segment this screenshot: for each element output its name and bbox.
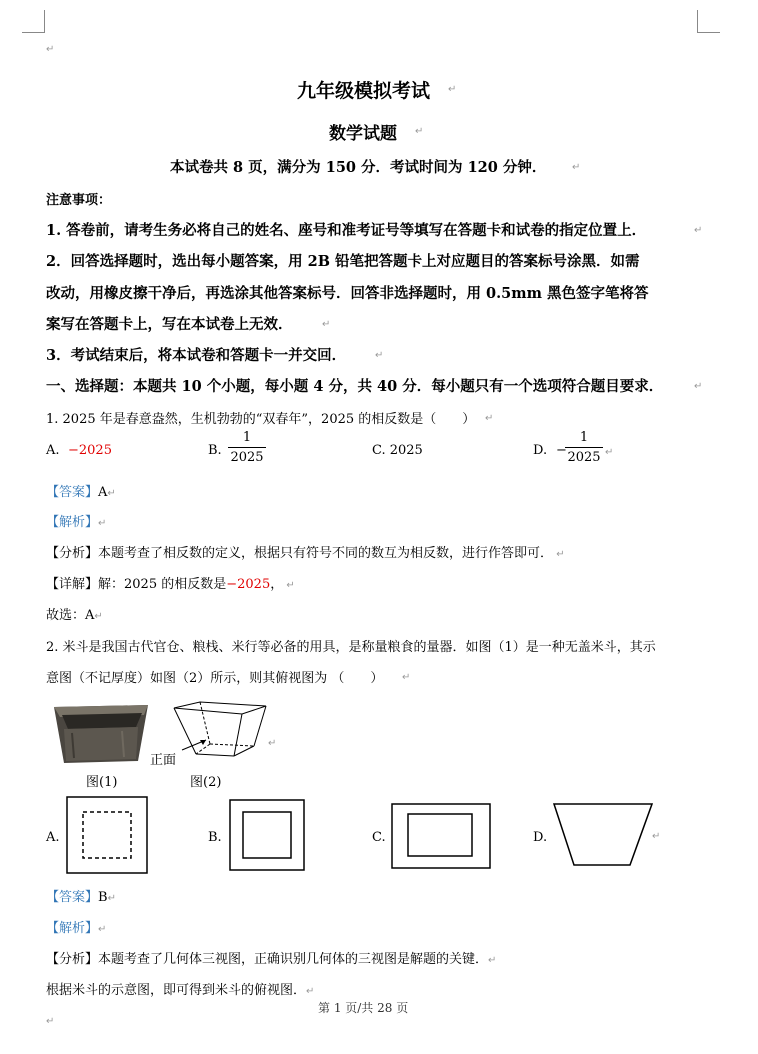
paragraph-mark: ↵: [98, 518, 107, 529]
fenxi-text: 本题考查了相反数的定义，根据只有符号不同的数互为相反数，进行作答即可．: [98, 546, 554, 561]
figure-2-caption: 图(2): [190, 775, 222, 790]
exam-title: 九年级模拟考试: [297, 80, 431, 102]
q1-option-d-label: D.: [533, 443, 548, 458]
q2-option-d-label: D.: [533, 830, 548, 845]
paragraph-mark: ↵: [694, 381, 703, 392]
paragraph-mark: ↵: [46, 1016, 55, 1027]
fenxi-tag: 【分析】: [46, 546, 99, 561]
fraction-bar: [228, 447, 266, 448]
paragraph-mark: ↵: [375, 350, 384, 361]
notice-heading: 注意事项：: [46, 193, 112, 208]
paragraph-mark: ↵: [46, 44, 55, 55]
q1-option-b-fraction: [228, 430, 266, 465]
guxuan-text: 故选：A: [46, 608, 95, 623]
paragraph-mark: ↵: [283, 580, 295, 591]
q1-fenxi: [46, 542, 565, 561]
xiangjie-post: ，: [270, 577, 284, 592]
fenxi-text: 本题考查了几何体三视图，正确识别几何体的三视图是解题的关键．: [98, 952, 489, 967]
q1-option-d-sign: −: [556, 443, 567, 458]
q1-option-d-numerator: 1: [579, 430, 589, 445]
q2-answer: [46, 886, 116, 905]
answer-value: A: [98, 485, 108, 500]
paragraph-mark: ↵: [488, 955, 497, 966]
jiexi-tag: 【解析】: [46, 921, 99, 936]
q2-stem-line-2: 意图（不记厚度）如图（2）所示，则其俯视图为 （ ）: [46, 671, 384, 686]
paragraph-mark: ↵: [98, 924, 107, 935]
q1-option-c: C. 2025: [372, 443, 423, 458]
q2-option-c-figure: [391, 803, 491, 869]
page-footer: 第 1 页/共 28 页: [318, 1001, 409, 1015]
last-line-text: 根据米斗的示意图，即可得到米斗的俯视图．: [46, 983, 307, 998]
section-heading: 一、选择题：本题共 10 个小题，每小题 4 分，共 40 分．每小题只有一个选项符合题目要求．: [46, 378, 664, 395]
figure-2-diagram: [170, 700, 270, 762]
subject-title: 数学试题: [329, 124, 397, 144]
q2-last-line: [46, 979, 314, 998]
paragraph-mark: ↵: [322, 319, 331, 330]
answer-tag: 【答案】: [46, 890, 99, 905]
q2-option-d-figure: [553, 803, 653, 867]
notice-item-2-line-2: 改动，用橡皮擦干净后，再选涂其他答案标号．回答非选择题时，用 0.5mm 黑色签字笔将答: [46, 285, 649, 302]
figure-1-caption: 图(1): [86, 775, 118, 790]
paragraph-mark: ↵: [485, 413, 494, 424]
paragraph-mark: ↵: [107, 488, 116, 499]
q2-option-b-figure: [229, 799, 305, 871]
q1-option-d-denominator: 2025: [567, 450, 601, 465]
q1-answer: [46, 481, 116, 500]
q1-option-b-numerator: 1: [242, 430, 252, 445]
front-label: 正面: [150, 753, 177, 768]
q1-option-b-denominator: 2025: [230, 450, 264, 465]
q1-stem: 1. 2025 年是春意盎然，生机勃勃的“双春年”，2025 的相反数是（ ）: [46, 412, 476, 427]
figure-1-photo: [52, 703, 150, 765]
answer-value: B: [98, 890, 108, 905]
notice-item-1: 1. 答卷前，请考生务必将自己的姓名、座号和准考证号等填写在答题卡和试卷的指定位置上．: [46, 222, 647, 239]
xiangjie-pre: 解：2025 的相反数是: [98, 577, 227, 592]
q1-option-b-label: B.: [208, 443, 222, 458]
q1-jiexi: [46, 511, 106, 530]
exam-info: 本试卷共 8 页，满分为 150 分．考试时间为 120 分钟．: [170, 159, 547, 176]
q2-jiexi: [46, 917, 106, 936]
q1-guxuan: [46, 604, 103, 623]
q1-option-a-value: −2025: [68, 443, 112, 458]
q2-option-a-figure: [66, 796, 148, 874]
paragraph-mark: ↵: [694, 225, 703, 236]
q2-option-c-label: C.: [372, 830, 386, 845]
q2-fenxi: [46, 948, 496, 967]
fenxi-tag: 【分析】: [46, 952, 99, 967]
notice-item-2-line-1: 2．回答选择题时，选出每小题答案，用 2B 铅笔把答题卡上对应题目的答案标号涂黑．如需: [46, 253, 640, 270]
paragraph-mark: ↵: [268, 738, 277, 749]
crop-mark-top-left: [22, 10, 45, 33]
q2-option-a-label: A.: [46, 830, 60, 845]
paragraph-mark: ↵: [402, 672, 411, 683]
paragraph-mark: ↵: [605, 447, 614, 458]
paragraph-mark: ↵: [94, 611, 103, 622]
q1-xiangjie: [46, 573, 295, 592]
notice-item-2-line-3: 案写在答题卡上，写在本试卷上无效．: [46, 316, 293, 333]
paragraph-mark: ↵: [415, 126, 424, 137]
paragraph-mark: ↵: [652, 831, 661, 842]
xiangjie-tag: 【详解】: [46, 577, 99, 592]
paragraph-mark: ↵: [553, 549, 565, 560]
q1-option-d-fraction: [565, 430, 603, 465]
paragraph-mark: ↵: [572, 162, 581, 173]
xiangjie-value: −2025: [226, 577, 271, 592]
paragraph-mark: ↵: [448, 84, 457, 95]
fraction-bar: [565, 447, 603, 448]
q2-stem-line-1: 2. 米斗是我国古代官仓、粮栈、米行等必备的用具，是称量粮食的量器．如图（1）是一种无盖米斗，其示: [46, 640, 656, 655]
paragraph-mark: ↵: [107, 893, 116, 904]
notice-item-3: 3．考试结束后，将本试卷和答题卡一并交回．: [46, 347, 347, 364]
paragraph-mark: ↵: [306, 986, 315, 997]
jiexi-tag: 【解析】: [46, 515, 99, 530]
q2-option-b-label: B.: [208, 830, 222, 845]
q1-option-a-label: A.: [46, 443, 60, 458]
crop-mark-top-right: [697, 10, 720, 33]
answer-tag: 【答案】: [46, 485, 99, 500]
